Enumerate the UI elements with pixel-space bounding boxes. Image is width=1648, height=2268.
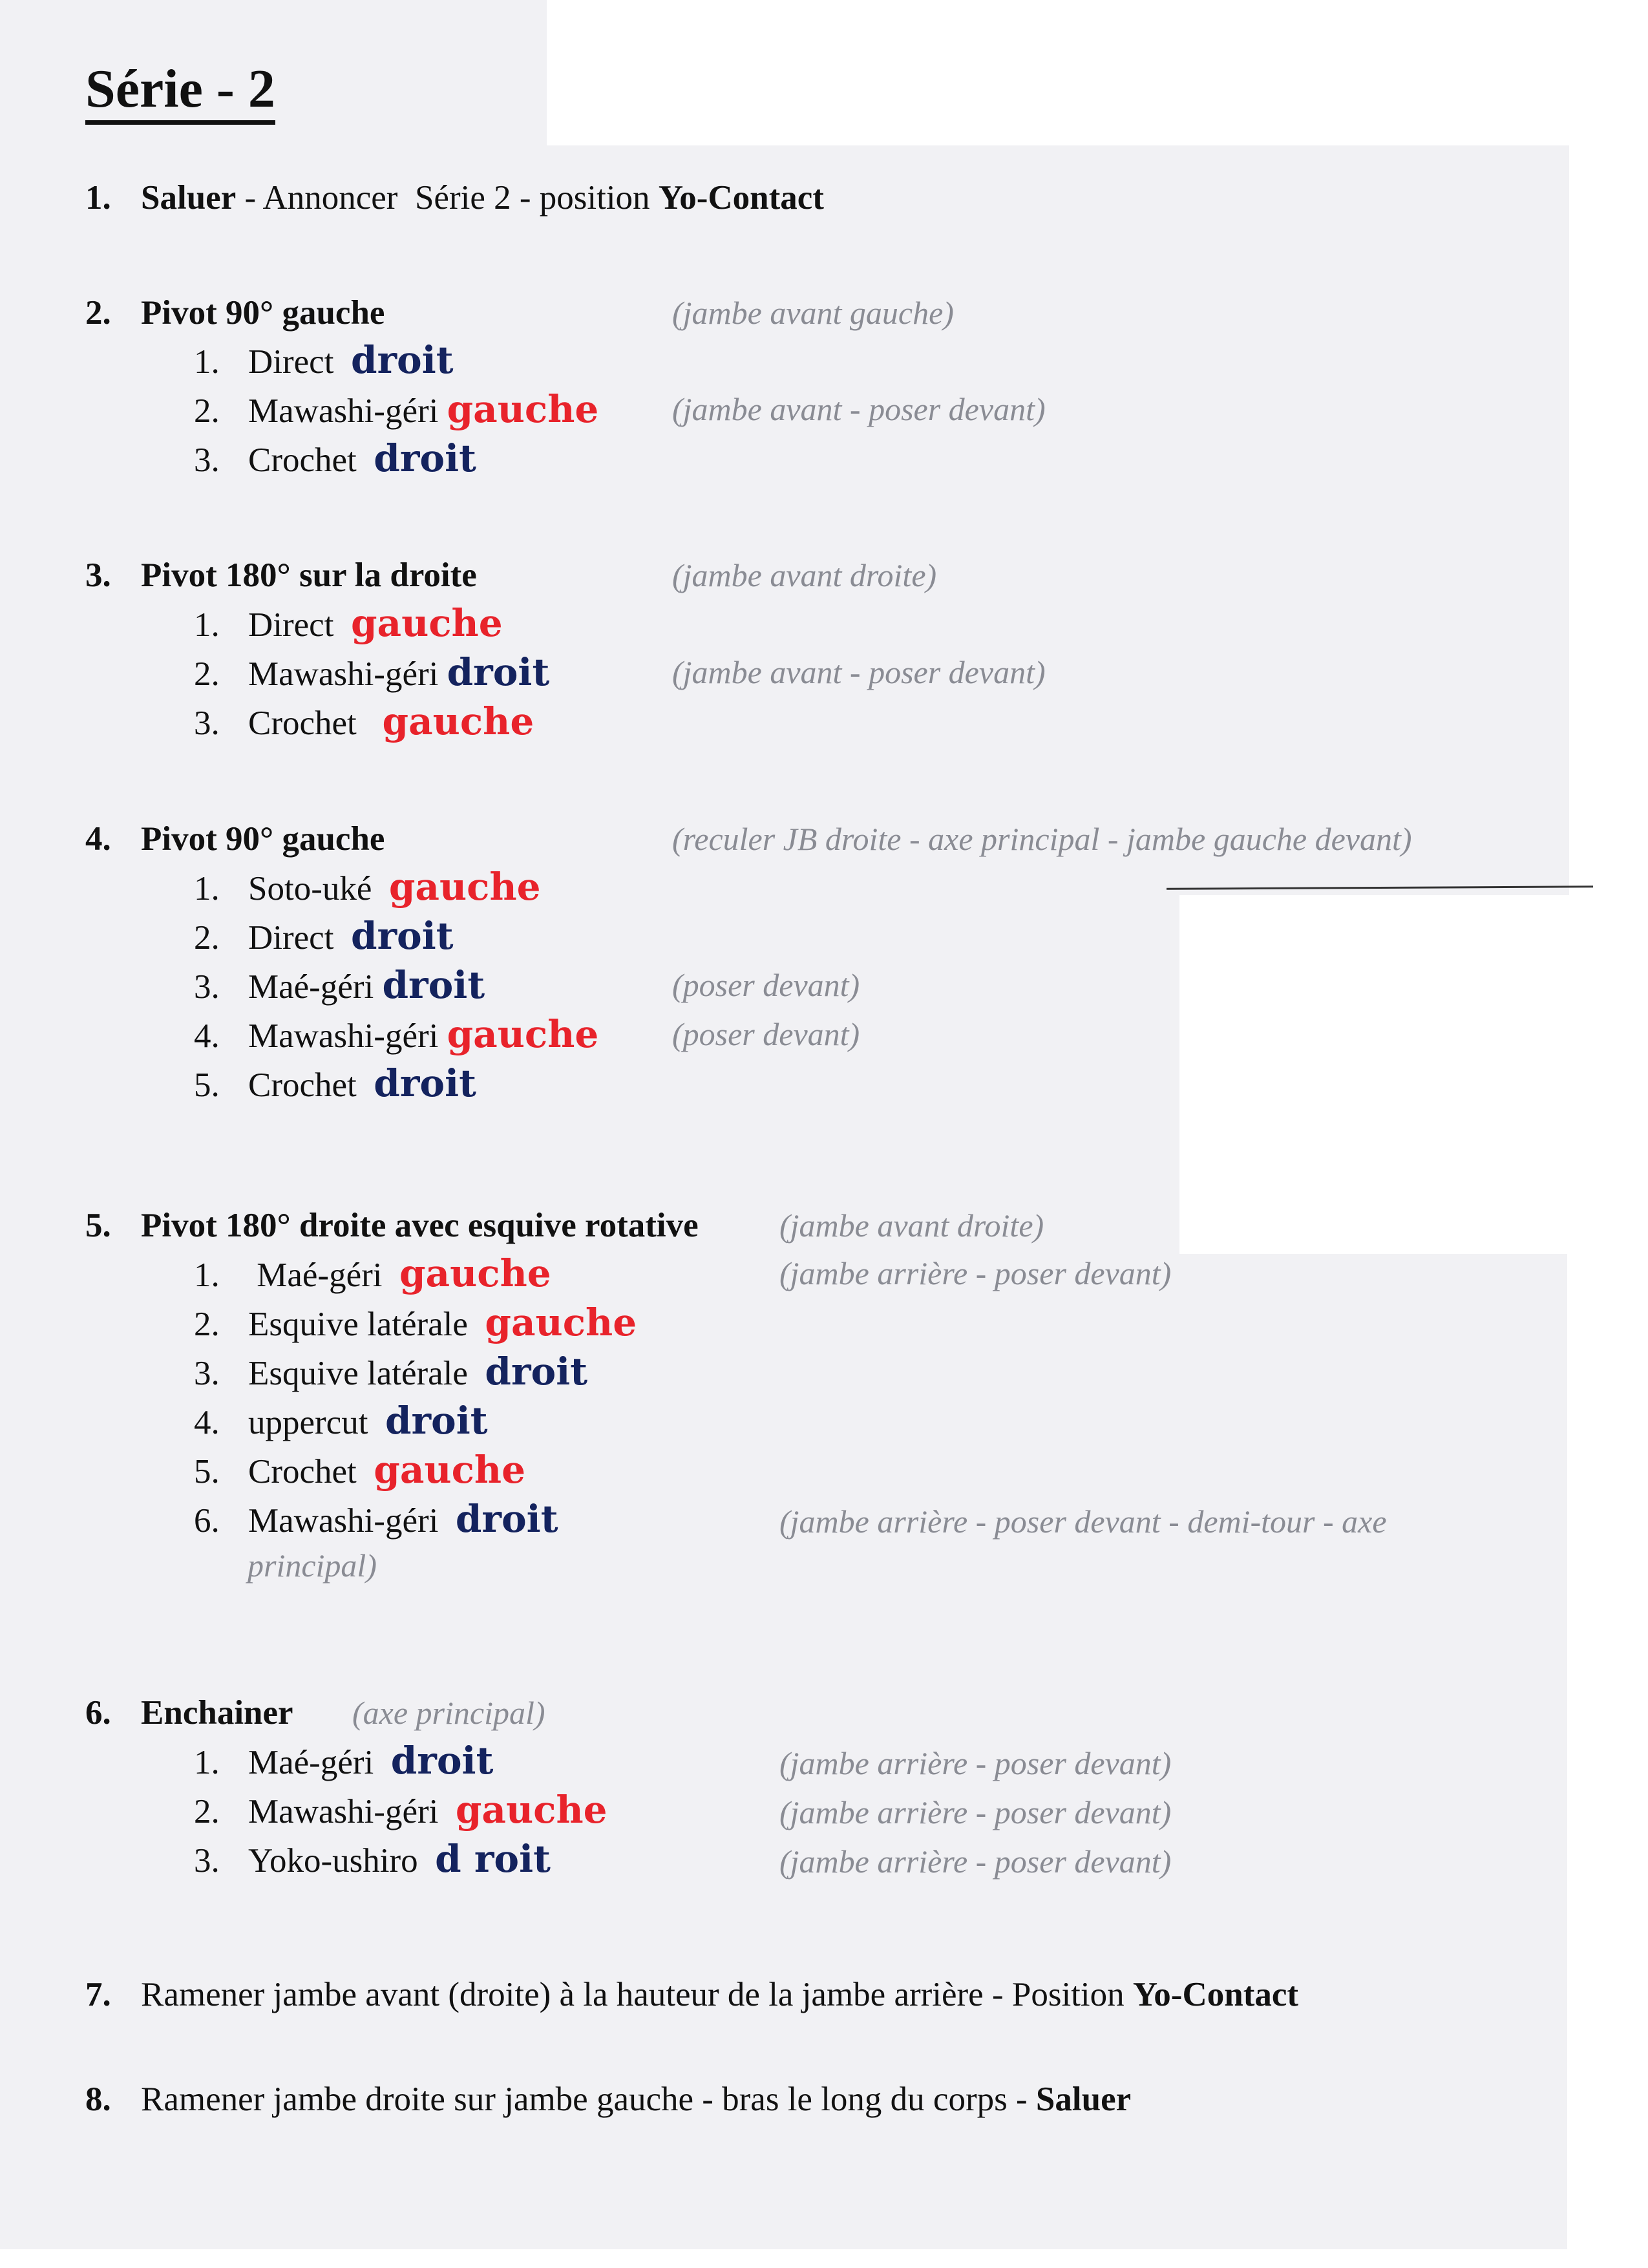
item-text: Ramener jambe droite sur jambe gauche - bras le long du corps - xyxy=(141,2081,1036,2118)
side-gauche: gauche xyxy=(374,1448,525,1492)
side-gauche: gauche xyxy=(455,1788,607,1832)
item-7 xyxy=(85,1974,1298,2015)
step-number: 6. xyxy=(194,1502,220,1540)
item-note: (jambe avant gauche) xyxy=(672,295,954,331)
item-heading: Enchainer xyxy=(141,1694,293,1732)
paper-sheet xyxy=(0,145,1569,895)
item-note: (jambe avant droite) xyxy=(779,1207,1044,1244)
step-row xyxy=(194,652,549,695)
item-note: (reculer JB droite - axe principal - jambe gauche devant) xyxy=(672,821,1412,857)
step-row xyxy=(194,1351,587,1394)
step-number: 1. xyxy=(194,870,220,907)
step-number: 4. xyxy=(194,1404,220,1441)
item-heading: Pivot 90° gauche xyxy=(141,820,385,858)
side-gauche: gauche xyxy=(485,1300,637,1344)
side-gauche: gauche xyxy=(382,699,534,743)
step-move: Maé-géri xyxy=(248,968,374,1006)
step-row xyxy=(194,915,454,959)
step-row xyxy=(194,1013,598,1057)
step-move: Mawashi-géri xyxy=(248,392,439,430)
step-note: (jambe arrière - poser devant) xyxy=(779,1255,1172,1291)
step-note: (poser devant) xyxy=(672,967,860,1003)
step-move: Crochet xyxy=(248,705,357,742)
step-move: Mawashi-géri xyxy=(248,1502,439,1540)
step-row xyxy=(194,1253,551,1296)
step-number: 5. xyxy=(194,1066,220,1104)
step-move: Esquive latérale xyxy=(248,1306,468,1343)
position-value: Yo-Contact xyxy=(658,179,824,217)
side-droit: droit xyxy=(374,436,476,480)
item-6-heading xyxy=(85,1692,293,1733)
item-2-heading xyxy=(85,292,385,334)
side-gauche: gauche xyxy=(399,1251,551,1295)
step-move: Crochet xyxy=(248,441,357,479)
step-number: 2. xyxy=(194,1793,220,1830)
step-number: 3. xyxy=(194,705,220,742)
step-move: uppercut xyxy=(248,1404,368,1441)
step-row xyxy=(194,438,476,481)
step-move: Esquive latérale xyxy=(248,1355,468,1392)
step-row xyxy=(194,388,598,432)
step-number: 5. xyxy=(194,1453,220,1490)
step-row xyxy=(194,701,534,744)
step-number: 3. xyxy=(194,1842,220,1880)
step-number: 1. xyxy=(194,1256,220,1294)
step-row xyxy=(194,339,454,383)
step-note: (jambe arrière - poser devant) xyxy=(779,1745,1172,1781)
item-heading: Pivot 180° sur la droite xyxy=(141,556,477,594)
step-note: (jambe arrière - poser devant - demi-tour - axe xyxy=(779,1503,1387,1540)
step-number: 2. xyxy=(194,655,220,693)
item-note: (jambe avant droite) xyxy=(672,557,937,593)
item-heading: Pivot 180° droite avec esquive rotative xyxy=(141,1207,699,1244)
step-note: (jambe avant - poser devant) xyxy=(672,391,1046,427)
step-move: Direct xyxy=(248,606,334,644)
step-row xyxy=(194,1740,493,1783)
item-number: 5. xyxy=(85,1207,111,1244)
page-title: Série - 2 xyxy=(85,59,275,125)
position-value: Yo-Contact xyxy=(1132,1976,1299,2013)
step-row xyxy=(194,1063,476,1106)
item-4-heading xyxy=(85,818,385,860)
side-droit: droit xyxy=(374,1061,476,1105)
item-heading: Pivot 90° gauche xyxy=(141,294,385,332)
step-move: Maé-géri xyxy=(257,1256,383,1294)
step-number: 2. xyxy=(194,919,220,957)
item-number: 8. xyxy=(85,2081,111,2118)
step-row xyxy=(194,1498,558,1542)
side-droit: droit xyxy=(485,1350,588,1394)
side-gauche: gauche xyxy=(350,601,503,645)
side-gauche: gauche xyxy=(447,1012,599,1056)
step-number: 3. xyxy=(194,1355,220,1392)
step-row xyxy=(194,1789,607,1832)
step-note: (jambe arrière - poser devant) xyxy=(779,1843,1172,1880)
step-move: Maé-géri xyxy=(248,1744,374,1781)
separator: - xyxy=(236,179,263,217)
step-number: 1. xyxy=(194,606,220,644)
step-number: 3. xyxy=(194,968,220,1006)
item-5-heading xyxy=(85,1205,699,1246)
side-gauche: gauche xyxy=(447,387,599,431)
step-note: (jambe avant - poser devant) xyxy=(672,654,1046,690)
step-move: Crochet xyxy=(248,1066,357,1104)
side-droit: droit xyxy=(447,650,550,694)
step-move: Crochet xyxy=(248,1453,357,1490)
side-droit: droit xyxy=(455,1497,558,1541)
item-number: 7. xyxy=(85,1976,111,2013)
step-number: 4. xyxy=(194,1017,220,1055)
side-droit: droit xyxy=(350,338,454,382)
side-droit: droit xyxy=(382,963,485,1007)
step-number: 2. xyxy=(194,1306,220,1343)
separator: - xyxy=(511,179,540,217)
step-move: Mawashi-géri xyxy=(248,1793,439,1830)
item-1 xyxy=(85,177,824,218)
item-8 xyxy=(85,2079,1131,2120)
step-row xyxy=(194,1400,488,1443)
side-droit: droit xyxy=(385,1399,488,1443)
step-note: (poser devant) xyxy=(672,1016,860,1052)
side-droit: droit xyxy=(350,914,454,958)
side-gauche: gauche xyxy=(388,865,541,909)
side-droit: d roit xyxy=(435,1837,551,1881)
item-number: 1. xyxy=(85,179,111,217)
step-move: Mawashi-géri xyxy=(248,655,439,693)
step-note-continued: principal) xyxy=(248,1547,377,1584)
step-row xyxy=(194,964,485,1008)
step-number: 1. xyxy=(194,1744,220,1781)
side-droit: droit xyxy=(390,1739,494,1783)
step-note: (jambe arrière - poser devant) xyxy=(779,1794,1172,1830)
item-number: 2. xyxy=(85,294,111,332)
step-move: Direct xyxy=(248,919,334,957)
salute-label: Saluer xyxy=(1035,2081,1132,2118)
step-row xyxy=(194,602,503,646)
item-number: 6. xyxy=(85,1694,111,1732)
step-move: Mawashi-géri xyxy=(248,1017,439,1055)
step-number: 1. xyxy=(194,343,220,381)
item-3-heading xyxy=(85,555,477,596)
step-number: 3. xyxy=(194,441,220,479)
step-row xyxy=(194,1838,551,1881)
step-move: Direct xyxy=(248,343,334,381)
step-move: Soto-uké xyxy=(248,870,372,907)
item-number: 4. xyxy=(85,820,111,858)
item-note: (axe principal) xyxy=(352,1695,545,1731)
step-row xyxy=(194,1302,637,1345)
item-number: 3. xyxy=(85,556,111,594)
step-row xyxy=(194,1449,525,1492)
step-move: Yoko-ushiro xyxy=(248,1842,418,1880)
step-row xyxy=(194,866,541,909)
salute-label: Saluer xyxy=(141,179,237,217)
paper-sheet-middle xyxy=(0,895,1179,1257)
position-label: position xyxy=(539,179,659,217)
item-text: Ramener jambe avant (droite) à la hauteur de la jambe arrière - Position xyxy=(141,1976,1133,2013)
step-number: 2. xyxy=(194,392,220,430)
announce-text: Annoncer Série 2 xyxy=(262,179,511,217)
